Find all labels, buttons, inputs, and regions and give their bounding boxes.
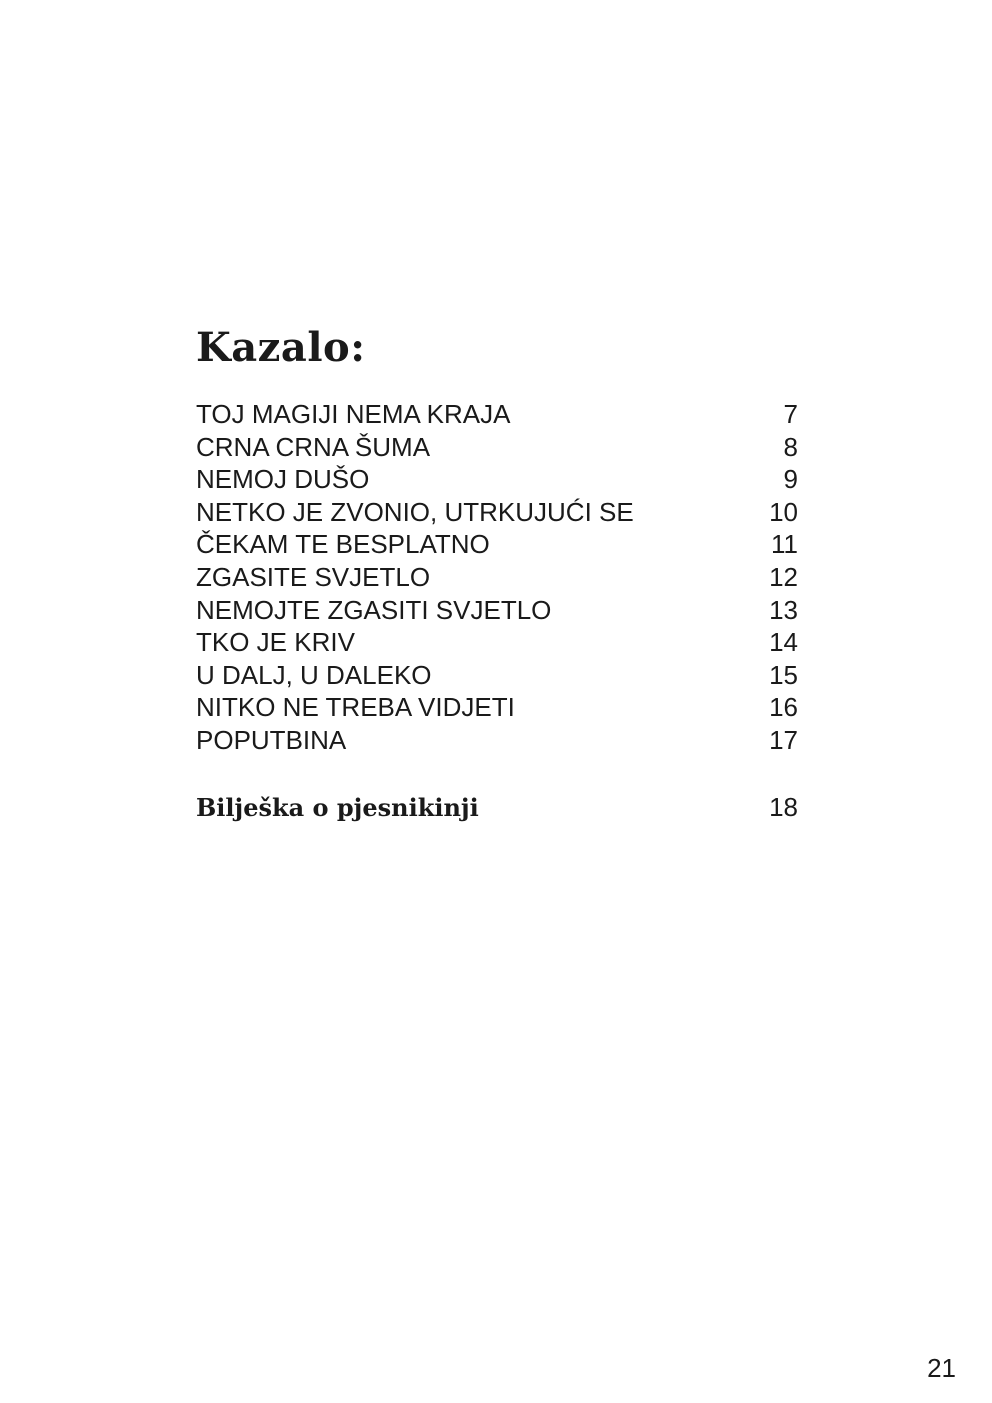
toc-entry (196, 594, 798, 627)
table-of-contents (196, 318, 798, 824)
toc-entry-title: ČEKAM TE BESPLATNO (196, 529, 490, 560)
toc-note-page: 18 (769, 791, 798, 822)
toc-entry-title: CRNA CRNA ŠUMA (196, 431, 431, 462)
toc-entry-page: 15 (769, 659, 798, 690)
toc-entry-page: 12 (769, 561, 798, 592)
toc-list (196, 398, 798, 757)
toc-entry-page: 16 (769, 692, 798, 723)
toc-entry-page: 11 (771, 529, 798, 560)
toc-entry-page: 9 (783, 464, 798, 495)
toc-note-title: Bilješka o pjesnikinji (196, 792, 479, 822)
toc-entry (196, 398, 798, 431)
page-number: 21 (927, 1353, 956, 1383)
toc-entry (196, 431, 798, 464)
toc-entry-title: NEMOJTE ZGASITI SVJETLO (196, 594, 552, 625)
toc-note-entry (196, 791, 798, 824)
toc-entry-page: 7 (783, 399, 798, 429)
toc-entry (196, 561, 798, 594)
toc-entry-title: ZGASITE SVJETLO (196, 561, 431, 592)
toc-entry-page: 13 (769, 594, 798, 625)
toc-entry-title: NETKO JE ZVONIO, UTRKUJUĆI SE (196, 496, 634, 527)
toc-entry-title: TOJ MAGIJI NEMA KRAJA (196, 399, 511, 429)
toc-entry (196, 496, 798, 529)
toc-entry-page: 8 (783, 431, 798, 462)
toc-entry-title: NEMOJ DUŠO (196, 464, 370, 495)
toc-entry-page: 17 (769, 724, 798, 755)
toc-entry-title: U DALJ, U DALEKO (196, 659, 432, 690)
toc-entry-title: TKO JE KRIV (196, 627, 355, 658)
toc-entry (196, 626, 798, 659)
toc-entry-title: POPUTBINA (196, 724, 347, 755)
toc-entry (196, 724, 798, 757)
toc-entry-page: 10 (769, 496, 798, 527)
toc-entry (196, 463, 798, 496)
toc-entry (196, 659, 798, 692)
toc-entry-title: NITKO NE TREBA VIDJETI (196, 692, 515, 723)
toc-entry-page: 14 (769, 627, 798, 658)
toc-title: Kazalo: (196, 324, 366, 371)
toc-entry (196, 691, 798, 724)
toc-entry (196, 528, 798, 561)
